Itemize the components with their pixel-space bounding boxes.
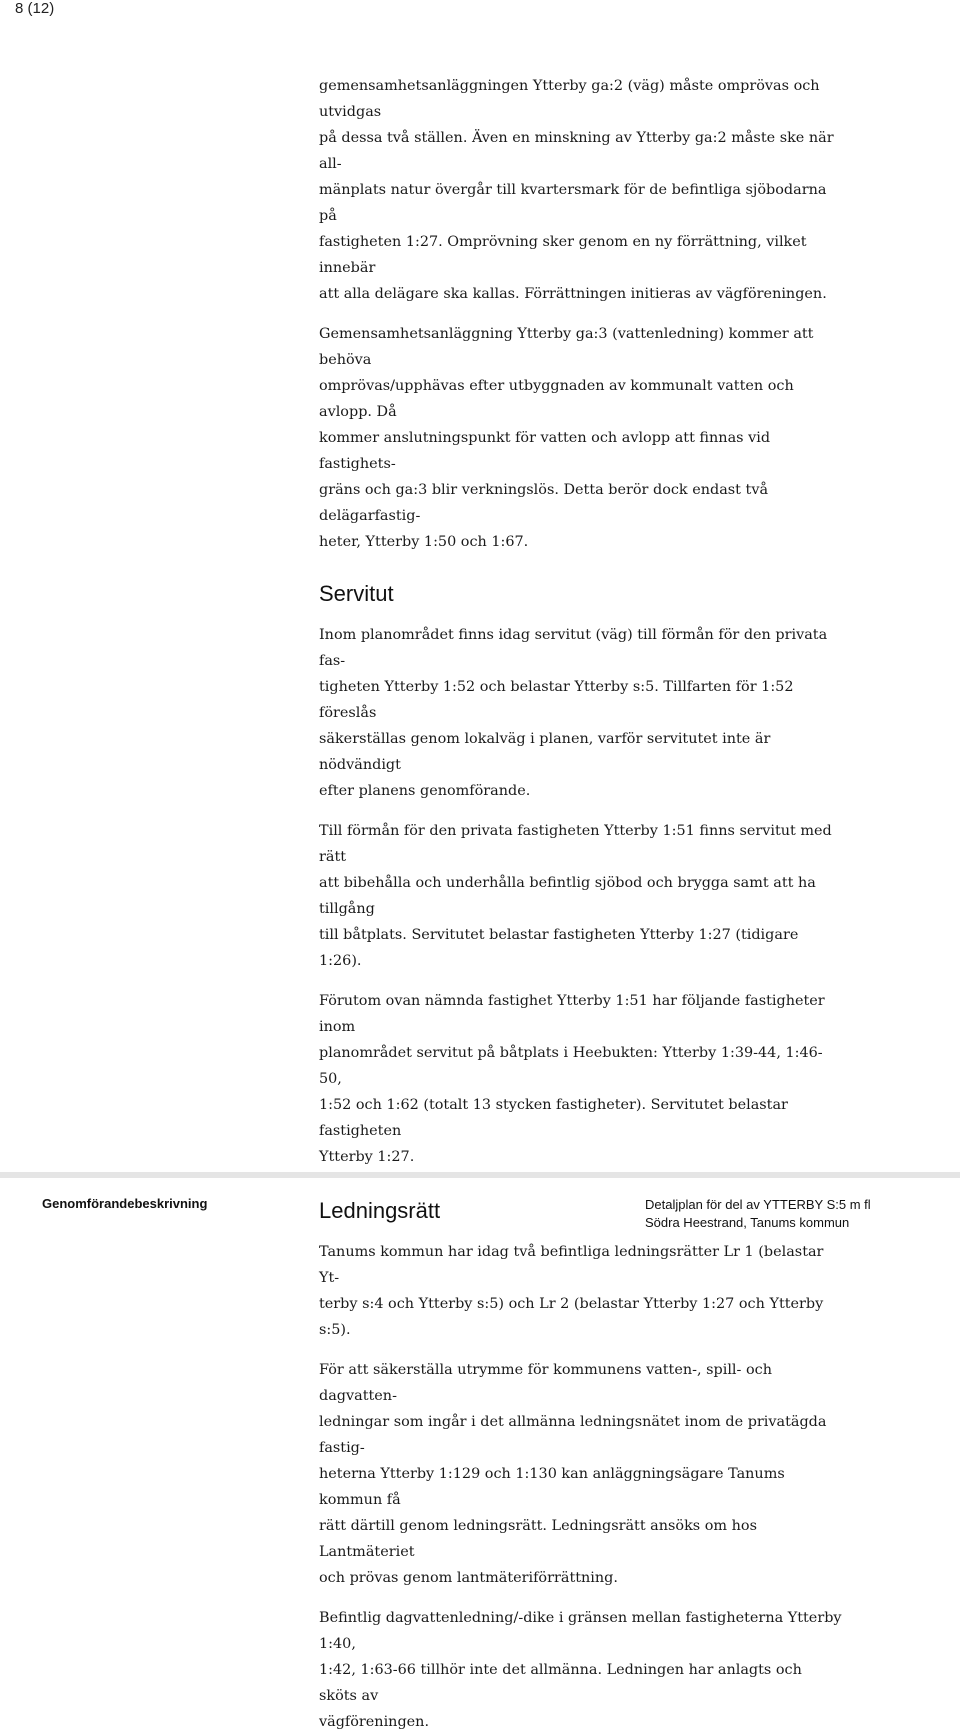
section-heading-servitut: Servitut (319, 581, 394, 606)
paragraph-ga2: gemensamhetsanläggningen Ytterby ga:2 (väg) måste omprövas och utvidgas på dessa två ställen. Även en minskning av Ytterby ga:2 måste ske när all- mänplats natur övergår till kvartersmark för de befintliga sjöbodarna på fastigheten 1:27. Omprövning sker genom en ny förrättning, vilket innebär att alla delägare ska kallas. Förrättningen initieras av vägföreningen. (319, 78, 834, 302)
paragraph-ledningsratt-2: För att säkerställa utrymme för kommunens vatten-, spill- och dagvatten- ledningar som ingår i det allmänna ledningsnätet inom de privatägda fastig- heterna Ytterby 1:129 och 1:130 kan anläggningsägare Tanums kommun få rätt därtill genom ledningsrätt. Ledningsrätt ansöks om hos Lantmäteriet och prövas genom lantmäteriförrättning. (319, 1362, 827, 1586)
document-body (319, 73, 844, 1735)
paragraph-servitut-3: Förutom ovan nämnda fastighet Ytterby 1:51 har följande fastigheter inom planområdet servitut på båtplats i Heebukten: Ytterby 1:39-44, 1:46-50, 1:52 och 1:62 (totalt 13 stycken fastigheter). Servitutet belastar fastigheten Ytterby 1:27. (319, 993, 825, 1165)
footer-plan-info (645, 1196, 871, 1232)
page-number: 8 (12) (15, 0, 55, 17)
footer-document-type: Genomförandebeskrivning (42, 1196, 208, 1211)
paragraph-servitut-1: Inom planområdet finns idag servitut (väg) till förmån för den privata fas- tigheten Ytterby 1:52 och belastar Ytterby s:5. Tillfarten för 1:52 föreslås säkerställas genom lokalväg i planen, varför servitutet inte är nödvändigt efter planens genomförande. (319, 627, 828, 799)
paragraph-servitut-2: Till förmån för den privata fastigheten Ytterby 1:51 finns servitut med rätt att bibehålla och underhålla befintlig sjöbod och brygga samt att ha tillgång till båtplats. Servitutet belastar fastigheten Ytterby 1:27 (tidigare 1:26). (319, 823, 832, 969)
footer-plan-title: Detaljplan för del av YTTERBY S:5 m fl (645, 1197, 871, 1212)
paragraph-ga3: Gemensamhetsanläggning Ytterby ga:3 (vattenledning) kommer att behöva omprövas/upphävas efter utbyggnaden av kommunalt vatten och avlopp. Då kommer anslutningspunkt för vatten och avlopp att finnas vid fastighets- gräns och ga:3 blir verkningslös. Detta berör dock endast två delägarfastig- heter, Ytterby 1:50 och 1:67. (319, 326, 814, 550)
footer-divider (0, 1172, 960, 1178)
paragraph-ledningsratt-3: Befintlig dagvattenledning/-dike i gränsen mellan fastigheterna Ytterby 1:40, 1:42, 1:63-66 tillhör inte det allmänna. Ledningen har anlagts och sköts av vägföreningen. (319, 1610, 842, 1730)
paragraph-ledningsratt-1: Tanums kommun har idag två befintliga ledningsrätter Lr 1 (belastar Yt- terby s:4 och Ytterby s:5) och Lr 2 (belastar Ytterby 1:27 och Ytterby s:5). (319, 1244, 824, 1338)
footer-plan-location: Södra Heestrand, Tanums kommun (645, 1215, 850, 1230)
section-heading-ledningsratt: Ledningsrätt (319, 1198, 441, 1223)
